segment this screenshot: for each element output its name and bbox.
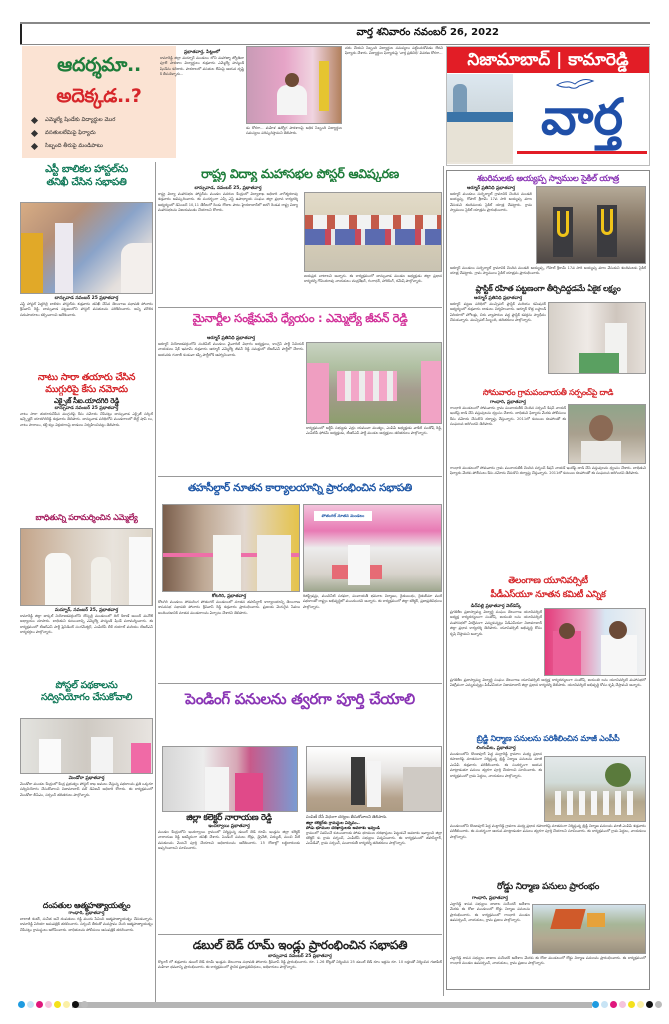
sarpanch-photo [568, 404, 646, 464]
ayyappa-text: ఆర్మూర్ ప్రతినిధి ప్రభాతవార్త ఆర్మూర్ మండలం సుర్బిర్యాల్ గ్రామానికి చెందిన మండలి అయ్యప్ప, గోపాల్ శ్రీరామ్ 17వ సారి అయ్యప్ప మాల వేసుకుని శబరిమలకు సైకిల్ యాత్ర చేపట్టారు. గ్రామ స్వాములు సైకిల్ యాత్రను ప్రారంభించారు. [450, 186, 532, 213]
diamond-bullet-icon [31, 129, 38, 136]
bridge-photo [544, 756, 646, 822]
lead-story-column1 [160, 50, 244, 158]
poster-launch-photo [304, 192, 442, 272]
column-divider [155, 162, 156, 1002]
vidya-mahasabha-text: బాన్సువాడ, నవంబర్ 25, ప్రభాతవార్త రాష్ట్ర విద్యా మహాసభల పోస్టర్‌ను మండల వనరుల కేంద్రంలో విద్యాశాఖ అధికారి నాగేశ్వరరావు శుక్రవారం ఆవిష్కరించారు. ఈ సందర్భంగా ఎస్సీ ఎస్టీ ఉపాధ్యాయ సంఘం జిల్లా ప్రధాన కార్యదర్శి ఆధ్వర్యంలో డిసెంబర్ 10,11 తేదీలలో రెండు రోజుల పాటు హైదరాబాద్‌లో జరగే రెండవ రాష్ట్ర విద్యా మహాసభలను విజయవంతం చేయాలని కోరారు. [158, 186, 298, 213]
section-rule [158, 683, 442, 684]
article-postal-schemes: పోస్టల్ పథకాలను సద్వినియోగం చేసుకోవాలి [40, 680, 133, 703]
article-hostel-inspection: ఎస్టీ బాలికల హాస్టల్‌ను తనిఖీ చేసిన సభాపతి [45, 164, 128, 188]
lead-bullet: సిబ్బంది తీరుపై మండిపాటు [32, 142, 170, 150]
masthead [446, 46, 650, 166]
collector-photo [162, 746, 298, 812]
top-rule [20, 22, 650, 24]
registration-marks-right [592, 1001, 662, 1008]
lead-headline-line1: ఆదర్శమా.. [57, 54, 141, 76]
lead-body: కామారెడ్డి జిల్లా మద్నూర్ మండలం లోని మహాత్మా జ్యోతిబా ఫూలే పాఠశాల విద్యార్థులు శుక్రవారం ఎమ్మెల్యే హన్మంత్ షిండేను కలిశారు. పాఠశాలలో వసతుల లేమిపై ఆయన దృష్టి కి తీసుకెళ్ళారు... [160, 56, 244, 77]
mla-visit-photo [20, 528, 153, 606]
university-text2: ప్రగతిశీల ప్రజాస్వామ్య విద్యార్థి సంఘం తెలంగాణ యూనివర్సిటీ అధ్యక్ష కార్యదర్శులుగా సంతోష్, జయంతి లను యూనివర్సిటీ మహాసభలో ఏకగ్రీవంగా ఎన్నుకున్నట్లు పీడీఎస్‌యూ నిజామాబాద్ జిల్లా ప్రధాన కార్యదర్శి తెలిపారు. యూనివర్సిటీ అభివృద్ధి కోసం కృషి చేస్తామని అన్నారు. [450, 678, 646, 688]
ayyappa-photo [536, 186, 646, 264]
lead-story-column3: చదు చేయని సిబ్బంది విద్యార్థుల సమస్యలు పట్టించుకోవడం లేదని ఫిర్యాదు చేశారు. విద్యార్థుల ఫిర్యాదుపై 'వార్త ప్రతినిధి' వివరణ కోరగా... [345, 46, 443, 56]
plastic-free-text: ఆర్మూర్ ప్రతినిధి ప్రభాతవార్త ఆర్మూర్ పట్టణ పరిధిలో మున్సిపల్ ప్లాస్టిక్ మరియు కమిషనర్ ఆధ్వర్యంలో శుక్రవారం దాడులు నిర్వహించారు. ఆర్మూర్ కొత్త బస్టాండ్ ఏరియాలో హోటళ్లు, చిరు వ్యాపారుల వద్ద ప్లాస్టిక్ కవర్లను స్వాధీనం చేసుకున్నారు. మున్సిపల్ సిబ్బంది, తదితరులు పాల్గొన్నారు. [450, 296, 546, 323]
masthead-region-banner: నిజామాబాద్ | కామారెడ్డి [447, 47, 649, 73]
postal-photo [20, 718, 153, 774]
lead-dateline: ప్రభాతవార్త, పిట్లంలో [184, 50, 220, 55]
lead-story-column2: డు కోరగా... మహిళ ఉద్యోగ పాఠశాలపై అధిక సిబ్బంది విద్యార్థుల సమస్యలు పరిష్కరిస్తామని తెలిపారు. [246, 126, 342, 136]
registration-marks-left [18, 1001, 88, 1008]
bridge-text: లింగంపేట, ప్రభాతవార్త మండలంలోని కొండాపూర్ పెద్ద మల్లారెడ్డి గ్రామాల మధ్య ప్రధాన రహదారిపై నూతనంగా నిర్మిస్తున్న బ్రిడ్జి నిర్మాణ పనులను మాజీ ఎంపీపీ శుక్రవారం పరిశీలించారు. ఈ సందర్భంగా ఆయన మాట్లాడుతూ పనులు త్వరగా పూర్తి చేయాలని సూచించారు. ఈ కార్యక్రమంలో గ్రామ పెద్దలు, నాయకులు పాల్గొన్నారు. [450, 746, 542, 778]
article-mla-visit: బాధితున్ని పరామర్శించిన ఎమ్మెల్యే [35, 513, 138, 522]
section-rule [158, 307, 442, 308]
hostel-photo [20, 202, 153, 294]
article-arrack-case: నాటు సారా తయారు చేసిన ముగ్గురిపై కేసు నమోదు ఎక్సైజ్ సీఐ.యాదగిరి రెడ్డి బాన్సువాడ నవంబర్ 25 ప్రభాతవార్త నాటు సారా తయారుచేసిన ముగ్గురిపై కేసు నమోదు చేసినట్లు బాన్సువాడ ఎక్సైజ్ సర్కిల్ ఇన్స్పెక్టర్ యాదగిరిరెడ్డి శుక్రవారం తెలిపారు. బాన్సువాడ పరిధిలోని మండలాలలో బెల్ట్ షాప్ లు, నాటు సారాయి, కల్తీ కల్లు విక్రయాలపై దాడులు నిర్వహించినట్లు తెలిపారు. [20, 372, 153, 427]
article-vidya-mahasabha: రాష్ట్ర విద్యా మహాసభల పోస్టర్ ఆవిష్కరణ [201, 166, 399, 181]
left-marker [20, 24, 22, 44]
plastic-seizure-photo [548, 302, 646, 374]
column-divider [443, 166, 444, 996]
banner-text: పోతంగల్ నూతన మండలం [314, 511, 372, 521]
bridge-text2: మండలంలోని కొండాపూర్ పెద్ద మల్లారెడ్డి గ్రామాల మధ్య ప్రధాన రహదారిపై నూతనంగా నిర్మిస్తున్న బ్రిడ్జి నిర్మాణ పనులను మాజీ ఎంపీపీ శుక్రవారం పరిశీలించారు. ఈ సందర్భంగా ఆయన మాట్లాడుతూ పనులు త్వరగా పూర్తి చేయాలని సూచించారు. ఈ కార్యక్రమంలో గ్రామ పెద్దలు, నాయకులు పాల్గొన్నారు. [450, 824, 646, 839]
tahsildar-text2: రిజిస్ట్రేషన్లు, మంచినీటి సరఫరా, పంచాయతీ భవనాల నిర్మాణం, రైతుబంధు, రైతుబీమా వంటి పథకాలతో రాష్ట్రం అభివృద్ధిలో ముందుందని అన్నారు. ఈ కార్యక్రమంలో జిల్లా కలెక్టర్, ప్రజాప్రతినిధులు పాల్గొన్నారు. [303, 594, 442, 609]
footer-bar [72, 1002, 592, 1008]
article-plastic-free: ప్లాస్టిక్ రహిత పట్టణంగా తీర్చిదిద్దడమే ఏకైక లక్ష్యం [475, 284, 621, 293]
road-text: గాంధారి, ప్రభాతవార్త ఎల్లారెడ్డి శాసన సభ్యులు జాజాల సురేందర్ ఆదేశాల మేరకు ఈ రోజు మండలంలో రోడ్డు నిర్మాణ పనులను ప్రారంభించారు. ఈ కార్యక్రమంలో గాంధారి మండల ఉపసర్పంచ్, నాయకులు, గ్రామ ప్రజలు పాల్గొన్నారు. [450, 896, 530, 923]
minorities-photo [306, 342, 442, 424]
diamond-bullet-icon [31, 142, 38, 149]
inauguration-photo [162, 504, 300, 592]
lead-bullet: ఎమ్మెల్యే షిండేకు విద్యార్థుల మొర [32, 116, 170, 124]
lead-photo [246, 46, 342, 124]
pending-works-subhead: జిల్లా కలెక్టర్ నారాయణ రెడ్డి ఇందల్వాయి ప్రభాతవార్త మండల కేంద్రంలోని ఇందల్వాయి గ్రామంలో నిర్మిస్తున్న డబుల్ బెడ్ రూమ్ ఇండ్లను జిల్లా కలెక్టర్ నారాయణ రెడ్డి ఆకస్మికంగా తనిఖీ చేశారు. పెండింగ్ పనులు రోడ్లు, డ్రైనేజీ, విద్యుత్, మంచి నీటి వసతులను వెంటనే పూర్తి చేయాలని అధికారులను ఆదేశించారు. 15 రోజుల్లో లబ్ధిదారులకు అప్పగించాలని సూచించారు. [158, 813, 300, 851]
lead-bullet: వసతులలేమిపై ఫిర్యాదు [32, 129, 170, 137]
logo-underline [517, 151, 647, 154]
article-ayyappa-cycle: శబరిమలకు అయ్యప్ప స్వాముల సైకిల్ యాత్ర [477, 174, 619, 184]
temple-photo [447, 74, 513, 164]
ayyappa-text2: ఆర్మూర్ మండలం సుర్బిర్యాల్ గ్రామానికి చెందిన మండలి అయ్యప్ప, గోపాల్ శ్రీరామ్ 17వ సారి అయ్యప్ప మాల వేసుకుని శబరిమలకు సైకిల్ యాత్ర చేపట్టారు. గ్రామ స్వాములు సైకిల్ యాత్రను ప్రారంభించారు. [450, 266, 646, 276]
article-couple-suicide: దంపతుల ఆత్మహత్యాయత్నం గాంధారి, ప్రభాతవార్త బాలాజీ శంకర్, సునీత అనే దంపతులు గడ్డి మందు సేవించి ఆత్మహత్యాయత్నం చేసుకున్నారు. కామారెడ్డి ఏరియా ఆసుపత్రికి తరలించారు. సర్పంచ్ తీరుతో మనస్తాపం చెంది ఆత్మహత్యాయత్నం చేసినట్లు గ్రామస్థులు ఆరోపించారు. బాధితులను పోలీసులు ఆసుపత్రికి తరలించారు. [20, 901, 153, 932]
sarpanch-text: గాంధారి, ప్రభాతవార్త గాంధారి మండలంలో సోమవారం గ్రామ పంచాయతీకి చెందిన సర్పంచ్ కిషన్ నాయక్ ఇంటిపై దాడి చేసి వస్తువులను ధ్వంసం చేశారు. బాధితుని ఫిర్యాదు మేరకు పోలీసులు కేసు నమోదు చేసుకొని దర్యాప్తు చేస్తున్నారు. 2011లో కుటుంబ కలహాలతో ఈ సంఘటన జరిగిందని తెలిపారు. [450, 400, 566, 427]
article-double-bedroom: డబుల్ బెడ్ రూమ్ ఇండ్లు ప్రారంభించిన సభాపతి బాన్సువాడ నవంబర్ 25 ప్రభాతవార్త కొల్లూర్ లో శుక్రవారం డబుల్ బెడ్ రూమ్ ఇండ్లను తెలంగాణ సభాపతి పోచారం శ్రీనివాస్ రెడ్డి ప్రారంభించారు. రూ. 1.26 కోట్లతో నిర్మించిన 25 డబుల్ బెడ్ రూం ఇళ్లను రూ. 10 లక్షలతో నిర్మించిన గణాపేట్ మహిళా భవనాన్ని ప్రారంభించారు. ఈ కార్యక్రమంలో స్థానిక ప్రజాప్రతినిధులు, అధికారులు పాల్గొన్నారు. [158, 938, 442, 970]
section-rule [158, 476, 442, 477]
masthead-logo: వార్త [540, 88, 624, 146]
vidya-mahasabha-text2: జయప్రద చాటాలని అన్నారు. ఈ కార్యక్రమంలో బాన్సువాడ మండల అధ్యక్షుడు జిల్లా ప్రధాన కార్యదర్శి గోవిందరావు నాయకులు చంద్రశేఖర్, గంగాధర్, హారికింగ్, రమేష్ పాల్గొన్నారు. [304, 274, 442, 284]
article-road-works: రోడ్డు నిర్మాణ పనులు ప్రారంభం [497, 882, 599, 892]
pdsu-photo [544, 608, 646, 676]
road-works-photo [532, 904, 646, 954]
minorities-text2: కార్యక్రమంలో ఆర్టీసీ సభ్యుడు ఎర్రం యమునా ముత్యం, ఎంపీపీ అధ్యక్షుడు వాకిటి సంతోష్ రెడ్డి, ఎంపీటీసీ ఫోరమ్ అధ్యక్షుడు, టీఆర్ఎస్ పార్టీ మండల అధ్యక్షులు తదితరులు పాల్గొన్నారు. [306, 426, 442, 436]
road-text2: ఎల్లారెడ్డి శాసన సభ్యులు జాజాల సురేందర్ ఆదేశాల మేరకు ఈ రోజు మండలంలో రోడ్డు నిర్మాణ పనులను ప్రారంభించారు. ఈ కార్యక్రమంలో గాంధారి మండల ఉపసర్పంచ్, నాయకులు, గ్రామ ప్రజలు పాల్గొన్నారు. [450, 956, 646, 966]
lead-story-box [22, 46, 176, 158]
diamond-bullet-icon [31, 116, 38, 123]
pending-works-right: పంపిణీ చేసే విధంగా చర్యలు తీసుకోవాలని తెలిపారు. జిల్లా కలెక్టర్‌కు గ్రామస్థుల విన్నపం.. పోడు భూముల దరఖాస్తులకు అవకాశం ఇవ్వండి గ్రామంలో నివసించే కుటుంబాలకు పోడు భూముల దరఖాస్తులు పెట్టుకునే అవకాశం ఇవ్వాలని జిల్లా కలెక్టర్ కు గ్రామ సర్పంచ్, ఎంపీటీసీ సభ్యులు విన్నవించారు. ఈ కార్యక్రమంలో తహసీల్దార్, ఎంపీడీవో, గ్రామ సర్పంచ్, పంచాయతీ కార్యదర్శి తదితరులు పాల్గొన్నారు. [306, 814, 442, 846]
minorities-text: ఆర్మూర్ ప్రతినిధి ప్రభాతవార్త ఆర్మూర్ నియోజకవర్గంలోని నందిపేట్ మండలం మైనారిటీ విభాగం అధ్యక్షులు, కాంగ్రెస్ పార్టీ సీనియర్ నాయకులు షేక్ ఇమామ్ శుక్రవారం ఆర్మూర్ ఎమ్మెల్యే జీవన్ రెడ్డి సమక్షంలో టీఆర్ఎస్ పార్టీలో చేరారు. ఆయనకు గులాబీ కండువా కప్పి పార్టీలోకి ఆహ్వానించారు. [158, 336, 304, 357]
hostel-text: బాన్సువాడ నవంబర్ 25 ప్రభాతవార్త ఎస్టీ హాస్టల్ పెద్దగిల్లి బాలికల హాస్టల్‌ను శుక్రవారం తనిఖీ చేసిన తెలంగాణ సభాపతి పోచారం శ్రీనివాస్ రెడ్డి. బాన్సువాడ పట్టణంలోని హాస్టల్ వసతులను పరిశీలించారు. అన్ని మౌలిక సదుపాయాలు కల్పించాలని ఆదేశించారు. [20, 296, 153, 317]
mla-visit-text: మద్నూర్, నవంబర్ 25, ప్రభాతవార్త కామారెడ్డి జిల్లా జుక్కల్ నియోజకవర్గంలోని దోస్పల్లి మండలంలో దిల్ కిరాణ్ అంబర్ మనోజ్ అధ్యాయం చూపారు. బాధితుని కుటుంబాన్ని ఎమ్మెల్యే హన్మంత్ షిండే పరామర్శించారు. ఈ కార్యక్రమంలో టీఆర్ఎస్ పార్టీ ప్రెసిడెంట్ సంగమేశ్వర్, ఎంపీటీసీ బీకే దయాల్ మరియు టీఆర్ఎస్ కార్యకర్తలు పాల్గొన్నారు. [20, 608, 153, 635]
article-bridge-works: బ్రిడ్జి నిర్మాణ పనులను పరిశీలించిన మాజీ ఎంపీపీ [476, 734, 620, 743]
meeting-photo [303, 504, 442, 592]
page-date-line: వార్త శనివారం నవంబర్ 26, 2022 [356, 27, 499, 38]
tahsildar-text: కోటగిరి, ప్రభాతవార్త కోటగిరి మండలం సోమలింగ పోతంగల్ మండలంలో నూతన తహసీల్దార్ కార్యాలయాన్ని తెలంగాణ శాసనసభ సభాపతి పోచారం శ్రీనివాస్ రెడ్డి శుక్రవారం ప్రారంభించారు. ప్రజలకు మెరుగైన సేవలు అందించడానికి నూతన మండలాలను ఏర్పాటు చేశారని తెలిపారు. [158, 594, 300, 615]
article-minorities-welfare: మైనార్టీల సంక్షేమమే ధ్యేయం : ఎమ్మెల్యే జీవన్ రెడ్డి [192, 311, 408, 325]
section-rule [158, 934, 442, 935]
article-sarpanch-attack: సోమవారం గ్రామపంచాయతీ సర్పంచ్‌పై దాడి [482, 388, 614, 397]
site-inspection-photo [306, 746, 442, 812]
postal-text: మెండోరా ప్రభాతవార్త మెండోరా మండల కేంద్రంలో కేంద్ర ప్రభుత్వం పోస్టల్ శాఖ అమలు చేస్తున్న పథకాలను ప్రతి ఒక్కరూ సద్వినియోగం చేసుకోవాలని నిజామాబాద్ సబ్ డివిజన్ అధికారి కోరారు. ఈ కార్యక్రమంలో మెండోరా బీపీఎం, సర్పంచ్ తదితరులు పాల్గొన్నారు. [20, 776, 153, 797]
sarpanch-text2: గాంధారి మండలంలో సోమవారం గ్రామ పంచాయతీకి చెందిన సర్పంచ్ కిషన్ నాయక్ ఇంటిపై దాడి చేసి వస్తువులను ధ్వంసం చేశారు. బాధితుని ఫిర్యాదు మేరకు పోలీసులు కేసు నమోదు చేసుకొని దర్యాప్తు చేస్తున్నారు. 2011లో కుటుంబ కలహాలతో ఈ సంఘటన జరిగిందని తెలిపారు. [450, 466, 646, 476]
article-pending-works: పెండింగ్ పనులను త్వరగా పూర్తి చేయాలి [185, 690, 415, 708]
lead-headline-line2: అదెక్కడ..? [56, 85, 142, 107]
header-rule [20, 44, 650, 45]
article-tahsildar-office: తహసీల్దార్ నూతన కార్యాలయాన్ని ప్రారంభించిన సభాపతి [188, 482, 412, 494]
article-telangana-university: తెలంగాణ యూనివర్సిటీ పీడీఎస్‌యూ నూతన కమిటీ ఎన్నిక [490, 576, 606, 600]
university-text: డిచ్‌పల్లి ప్రభాతవార్త వెబ్‌డెస్క్ ప్రగతిశీల ప్రజాస్వామ్య విద్యార్థి సంఘం తెలంగాణ యూనివర్సిటీ అధ్యక్ష కార్యదర్శులుగా సంతోష్, జయంతి లను యూనివర్సిటీ మహాసభలో ఏకగ్రీవంగా ఎన్నుకున్నట్లు పీడీఎస్‌యూ నిజామాబాద్ జిల్లా ప్రధాన కార్యదర్శి తెలిపారు. యూనివర్సిటీ అభివృద్ధి కోసం కృషి చేస్తామని అన్నారు. [450, 604, 542, 636]
